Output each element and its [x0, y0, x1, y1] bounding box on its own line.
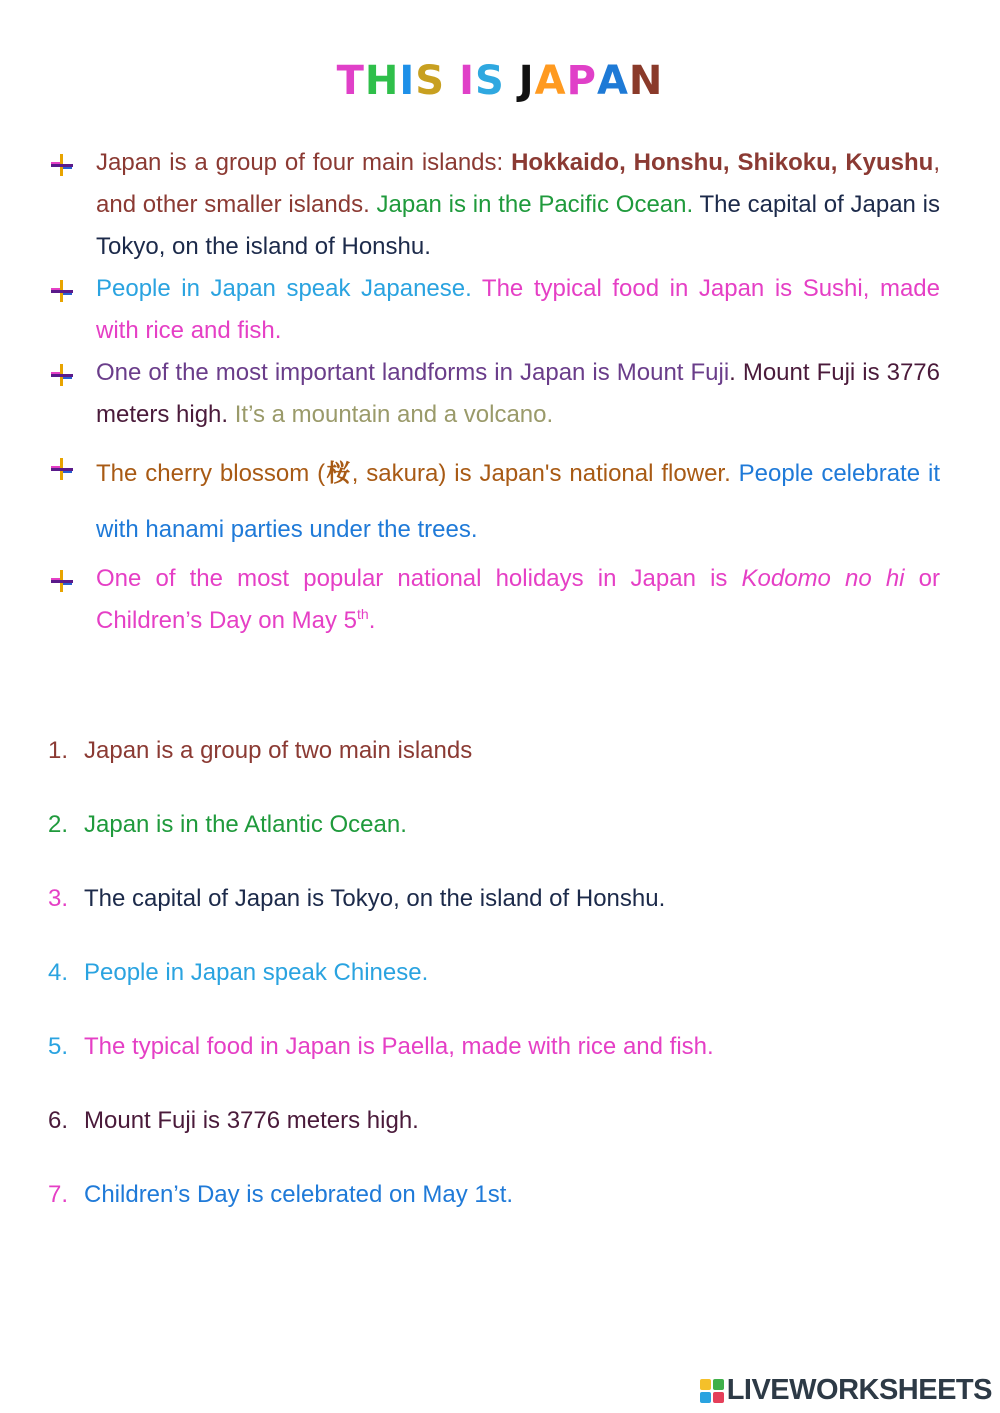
- logo-square: [713, 1392, 724, 1403]
- fact-text: One of the most important landforms in Japan is Mount Fuji: [96, 359, 730, 386]
- question-number: 2.: [48, 811, 69, 838]
- logo-square: [700, 1392, 711, 1403]
- question-item: [48, 804, 714, 878]
- fact-text: People celebrate it with hanami parties under the trees.: [96, 460, 940, 543]
- question-text: Children’s Day is celebrated on May 1st.: [84, 1181, 514, 1208]
- fact-text: or Children’s Day on May 5: [96, 565, 940, 634]
- fact-end-punctuation: .: [368, 607, 376, 634]
- title-letter: S: [474, 58, 505, 104]
- logo-square: [700, 1379, 711, 1390]
- bullet-icon: [50, 457, 74, 481]
- title-letter: A: [534, 58, 567, 104]
- questions-list: [48, 730, 714, 1248]
- question-item: [48, 1026, 714, 1100]
- fact-text: Japan is a group of four main islands:: [96, 149, 512, 176]
- question-number: 4.: [48, 959, 69, 986]
- question-item: [48, 1100, 714, 1174]
- fact-text: Japan is in the Pacific Ocean.: [376, 191, 694, 218]
- question-text: People in Japan speak Chinese.: [84, 959, 429, 986]
- question-item: [48, 1174, 714, 1248]
- fact-item: [48, 142, 940, 268]
- page-title: [0, 58, 1000, 104]
- bullet-icon: [50, 279, 74, 303]
- question-number: 5.: [48, 1033, 69, 1060]
- question-number: 6.: [48, 1107, 69, 1134]
- bullet-icon: [50, 153, 74, 177]
- fact-text: People in Japan speak Japanese.: [96, 275, 472, 302]
- title-letter: N: [628, 58, 664, 104]
- title-letter: I: [459, 58, 475, 104]
- fact-item: [48, 446, 940, 558]
- liveworksheets-logo: [700, 1374, 992, 1407]
- title-letter: S: [415, 58, 446, 104]
- question-item: [48, 878, 714, 952]
- title-letter: I: [399, 58, 416, 104]
- fact-item: [48, 268, 940, 352]
- question-number: 1.: [48, 737, 69, 764]
- fact-text: The cherry blossom (: [96, 460, 326, 487]
- fact-text: One of the most popular national holidays in Japan is: [96, 565, 742, 592]
- liveworksheets-logo-icon: [700, 1379, 724, 1403]
- title-letter: P: [566, 58, 597, 104]
- title-letter: T: [336, 58, 365, 104]
- fact-item: [48, 352, 940, 436]
- question-item: [48, 952, 714, 1026]
- title-letter: [505, 58, 519, 104]
- title-letter: H: [364, 58, 400, 104]
- fact-text: The capital of Japan is Tokyo, on the island of Honshu.: [96, 191, 940, 260]
- bullet-icon: [50, 363, 74, 387]
- fact-text: The typical food in Japan is Sushi, made with rice and fish.: [96, 275, 940, 344]
- fact-text: , sakura) is Japan's national flower.: [351, 460, 731, 487]
- question-text: The capital of Japan is Tokyo, on the island of Honshu.: [84, 885, 666, 912]
- question-text: Japan is in the Atlantic Ocean.: [84, 811, 407, 838]
- fact-text: It’s a mountain and a volcano.: [228, 401, 554, 428]
- question-item: [48, 730, 714, 804]
- title-letter: J: [518, 58, 535, 104]
- question-text: Japan is a group of two main islands: [84, 737, 473, 764]
- facts-list: [48, 142, 940, 642]
- fact-text: , and other smaller islands.: [96, 149, 941, 218]
- question-text: Mount Fuji is 3776 meters high.: [84, 1107, 419, 1134]
- fact-item: [48, 558, 940, 642]
- ordinal-suffix: th: [357, 606, 369, 622]
- title-letter: A: [596, 58, 629, 104]
- fact-text: Kodomo no hi: [741, 565, 905, 592]
- fact-text: 桜: [325, 460, 352, 487]
- brand-name: LIVEWORKSHEETS: [726, 1374, 992, 1406]
- fact-text: . Mount Fuji is 3776 meters high.: [96, 359, 941, 428]
- bullet-icon: [50, 569, 74, 593]
- title-letter: [445, 58, 459, 104]
- question-text: The typical food in Japan is Paella, made with rice and fish.: [84, 1033, 714, 1060]
- question-number: 3.: [48, 885, 69, 912]
- logo-square: [713, 1379, 724, 1390]
- fact-text: Hokkaido, Honshu, Shikoku, Kyushu: [511, 149, 934, 176]
- question-number: 7.: [48, 1181, 69, 1208]
